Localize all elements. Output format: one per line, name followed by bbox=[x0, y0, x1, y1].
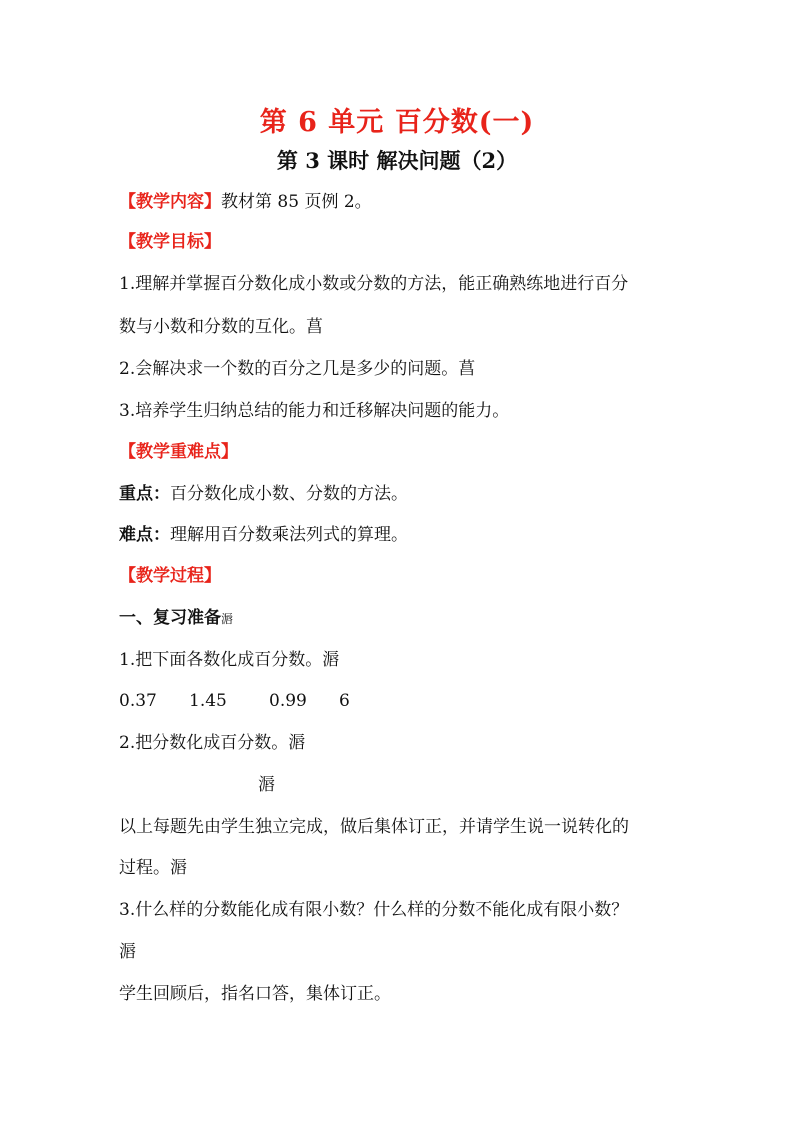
lesson-subtitle: 第 3 课时 解决问题（2） bbox=[276, 148, 518, 173]
page-title: 第 6 单元 百分数(一) bbox=[259, 107, 535, 138]
paragraph-2: 学生回顾后，指名口答，集体订正。 bbox=[119, 984, 391, 1004]
section-1-row bbox=[119, 606, 689, 631]
question-2-row bbox=[119, 731, 689, 755]
question-2: 2.把分数化成百分数。 bbox=[119, 733, 289, 753]
number-item: 1.45 bbox=[189, 691, 227, 711]
stray-glyph: 滣 bbox=[258, 775, 275, 795]
stray-glyph: 滣 bbox=[221, 612, 234, 626]
question-3: 3.什么样的分数能化成有限小数？什么样的分数不能化成有限小数？ bbox=[119, 900, 629, 920]
stray-glyph: 滣 bbox=[322, 650, 340, 670]
teaching-content-line bbox=[119, 190, 689, 214]
objective-1-line-1: 1.理解并掌握百分数化成小数或分数的方法，能正确熟练地进行百分 bbox=[119, 274, 629, 294]
section-1-heading: 一、复习准备 bbox=[119, 608, 221, 628]
paragraph-1-line-1: 以上每题先由学生独立完成，做后集体订正，并请学生说一说转化的 bbox=[119, 817, 629, 837]
teaching-content-text: 教材第 85 页例 2。 bbox=[221, 192, 372, 212]
difficulty-row bbox=[119, 523, 689, 547]
objective-3: 3.培养学生归纳总结的能力和迁移解决问题的能力。 bbox=[119, 401, 510, 421]
key-point-label: 重点： bbox=[119, 484, 170, 504]
difficulty-text: 理解用百分数乘法列式的算理。 bbox=[170, 525, 408, 545]
number-item: 0.37 bbox=[119, 691, 157, 711]
paragraph-1-line-2: 过程。 bbox=[119, 858, 170, 878]
stray-glyph: 滣 bbox=[288, 733, 306, 753]
question-1: 1.把下面各数化成百分数。 bbox=[119, 650, 323, 670]
stray-glyph: 滣 bbox=[170, 858, 187, 878]
question-1-row bbox=[119, 648, 689, 672]
process-heading: 【教学过程】 bbox=[119, 566, 221, 586]
paragraph-1-line-2-row bbox=[119, 856, 689, 880]
key-point-text: 百分数化成小数、分数的方法。 bbox=[170, 484, 408, 504]
stray-glyph: 菖 bbox=[306, 317, 323, 337]
stray-glyph: 菖 bbox=[458, 359, 476, 379]
objectives-heading: 【教学目标】 bbox=[119, 232, 221, 252]
number-item: 6 bbox=[339, 691, 350, 711]
objective-1-line-2-row bbox=[119, 315, 689, 339]
key-point-row bbox=[119, 482, 689, 506]
number-item: 0.99 bbox=[269, 691, 307, 711]
objective-2-row bbox=[119, 357, 689, 381]
objective-1-line-2: 数与小数和分数的互化。 bbox=[119, 317, 306, 337]
stray-glyph: 滣 bbox=[119, 942, 136, 962]
objective-2: 2.会解决求一个数的百分之几是多少的问题。 bbox=[119, 359, 459, 379]
teaching-content-label: 【教学内容】 bbox=[119, 192, 221, 212]
difficulty-label: 难点： bbox=[119, 525, 170, 545]
keypoints-heading: 【教学重难点】 bbox=[119, 442, 238, 462]
